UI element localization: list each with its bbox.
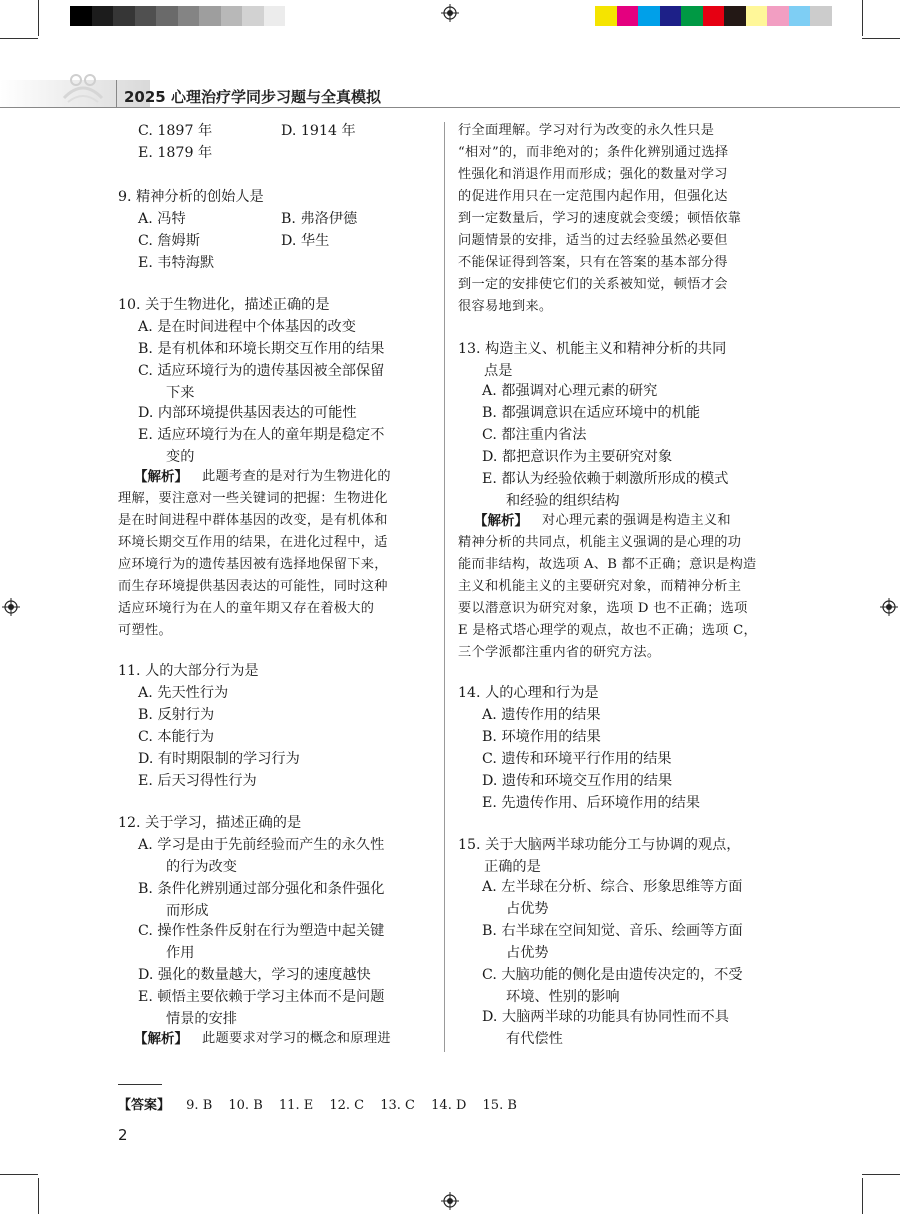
explanation-label: 【解析】 (474, 513, 528, 529)
option-c-q8: C. 1897 年 (138, 123, 213, 139)
option-d-q9: D. 华生 (281, 233, 330, 249)
option-e-q12: E. 顿悟主要依赖于学习主体而不是问题 (138, 989, 385, 1005)
explanation-q13: 主义和机能主义的主要研究对象，而精神分析主 (458, 579, 742, 594)
crop-mark (0, 1174, 38, 1175)
option-c-q15: C. 大脑功能的侧化是由遗传决定的，不受 (482, 967, 743, 983)
option-e-q8: E. 1879 年 (138, 145, 213, 161)
question-13-cont: 点是 (484, 363, 513, 379)
answer-item: 11. E (278, 1098, 314, 1113)
explanation-q12-cont: 很容易地到来。 (458, 299, 553, 314)
gray-swatch (178, 6, 200, 26)
option-a-q14: A. 遗传作用的结果 (482, 707, 601, 723)
gray-swatch (264, 6, 286, 26)
explanation-q12-cont: 问题情景的安排，适当的过去经验虽然必要但 (458, 233, 728, 248)
option-b-q14: B. 环境作用的结果 (482, 729, 601, 745)
option-e-q14: E. 先遗传作用、后环境作用的结果 (482, 795, 701, 811)
color-swatch (595, 6, 617, 26)
option-d-q8: D. 1914 年 (281, 123, 356, 139)
explanation-q10: 可塑性。 (118, 623, 172, 638)
answer-label: 【答案】 (118, 1098, 171, 1113)
explanation-q13: E 是格式塔心理学的观点，故也不正确；选项 C， (458, 623, 758, 638)
option-a-q9: A. 冯特 (138, 211, 186, 227)
page-number: 2 (118, 1126, 128, 1144)
answer-item: 10. B (228, 1098, 263, 1113)
crop-mark (862, 1178, 863, 1214)
gray-swatch (199, 6, 221, 26)
explanation-q12-cont: 到一定数量后，学习的速度就会变缓；顿悟依靠 (458, 211, 742, 226)
registration-mark-icon (441, 4, 459, 22)
option-d-q11: D. 有时期限制的学习行为 (138, 751, 300, 767)
option-e-q9: E. 韦特海默 (138, 255, 215, 271)
gray-calibration-bar (70, 6, 307, 26)
option-e-q13-cont: 和经验的组织结构 (506, 493, 620, 509)
option-b-q15: B. 右半球在空间知觉、音乐、绘画等方面 (482, 923, 743, 939)
answer-rule (118, 1084, 162, 1085)
option-e-q10-cont: 变的 (166, 449, 195, 465)
option-d-q15-cont: 有代偿性 (506, 1031, 563, 1047)
option-c-q14: C. 遗传和环境平行作用的结果 (482, 751, 672, 767)
gray-swatch (285, 6, 307, 26)
option-c-q10-cont: 下来 (166, 385, 195, 401)
explanation-q12-cont: 到一定的安排使它们的关系被知觉，顿悟才会 (458, 277, 728, 292)
option-d-q15: D. 大脑两半球的功能具有协同性而不具 (482, 1009, 729, 1025)
header-rule (0, 107, 900, 108)
explanation-label: 【解析】 (134, 469, 188, 485)
option-d-q13: D. 都把意识作为主要研究对象 (482, 449, 673, 465)
gray-swatch (92, 6, 114, 26)
color-swatch (617, 6, 639, 26)
option-d-q12: D. 强化的数量越大，学习的速度越快 (138, 967, 371, 983)
answer-key (118, 1094, 529, 1113)
option-b-q9: B. 弗洛伊德 (281, 211, 358, 227)
crop-mark (38, 1178, 39, 1214)
option-a-q15-cont: 占优势 (506, 901, 549, 917)
explanation-q13: 精神分析的共同点，机能主义强调的是心理的功 (458, 535, 742, 550)
crop-mark (38, 0, 39, 36)
gray-swatch (221, 6, 243, 26)
color-swatch (681, 6, 703, 26)
explanation-q12-cont: 的促进作用只在一定范围内起作用，但强化达 (458, 189, 728, 204)
registration-mark-icon (880, 598, 898, 616)
explanation-q10: 是在时间进程中群体基因的改变，是有机体和 (118, 513, 388, 528)
explanation-q12-cont: 行全面理解。学习对行为改变的永久性只是 (458, 123, 715, 138)
gray-swatch (156, 6, 178, 26)
color-swatch (703, 6, 725, 26)
color-swatch (810, 6, 832, 26)
crop-mark (862, 38, 900, 39)
explanation-q12-cont: 性强化和消退作用而形成；强化的数量对学习 (458, 167, 728, 182)
color-swatch (767, 6, 789, 26)
option-b-q12-cont: 而形成 (166, 903, 209, 919)
option-e-q10: E. 适应环境行为在人的童年期是稳定不 (138, 427, 385, 443)
option-d-q10: D. 内部环境提供基因表达的可能性 (138, 405, 357, 421)
logo-icon (58, 68, 108, 106)
option-b-q15-cont: 占优势 (506, 945, 549, 961)
color-swatch (638, 6, 660, 26)
option-a-q12-cont: 的行为改变 (166, 859, 237, 875)
explanation-q13: 能而非结构，故选项 A、B 都不正确；意识是构造 (458, 557, 757, 572)
explanation-q10: 此题考查的是对行为生物进化的 (202, 469, 391, 484)
gray-swatch (135, 6, 157, 26)
crop-mark (862, 0, 863, 36)
option-b-q13: B. 都强调意识在适应环境中的机能 (482, 405, 701, 421)
option-a-q10: A. 是在时间进程中个体基因的改变 (138, 319, 356, 335)
gray-swatch (70, 6, 92, 26)
option-e-q11: E. 后天习得性行为 (138, 773, 257, 789)
answer-item: 15. B (482, 1098, 517, 1113)
header-title: 2025 心理治疗学同步习题与全真模拟 (124, 88, 381, 106)
option-c-q13: C. 都注重内省法 (482, 427, 587, 443)
option-b-q11: B. 反射行为 (138, 707, 215, 723)
registration-mark-icon (441, 1192, 459, 1210)
explanation-q12-cont: “相对”的，而非绝对的；条件化辨别通过选择 (458, 145, 729, 160)
option-c-q12: C. 操作性条件反射在行为塑造中起关键 (138, 923, 385, 939)
option-c-q10: C. 适应环境行为的遗传基因被全部保留 (138, 363, 385, 379)
color-swatch (660, 6, 682, 26)
gray-swatch (113, 6, 135, 26)
option-c-q15-cont: 环境、性别的影响 (506, 989, 620, 1005)
option-b-q10: B. 是有机体和环境长期交互作用的结果 (138, 341, 385, 357)
explanation-q10: 应环境行为的遗传基因被有选择地保留下来， (118, 557, 388, 572)
registration-mark-icon (2, 598, 20, 616)
option-a-q12: A. 学习是由于先前经验而产生的永久性 (138, 837, 385, 853)
header-divider (116, 80, 117, 107)
explanation-q10: 环境长期交互作用的结果，在进化过程中，适 (118, 535, 388, 550)
explanation-label: 【解析】 (134, 1031, 188, 1047)
question-12: 12. 关于学习，描述正确的是 (118, 815, 302, 831)
option-b-q12: B. 条件化辨别通过部分强化和条件强化 (138, 881, 385, 897)
gray-swatch (242, 6, 264, 26)
answer-item: 13. C (380, 1098, 416, 1113)
option-a-q15: A. 左半球在分析、综合、形象思维等方面 (482, 879, 743, 895)
option-c-q11: C. 本能行为 (138, 729, 215, 745)
option-c-q12-cont: 作用 (166, 945, 195, 961)
question-15: 15. 关于大脑两半球功能分工与协调的观点， (458, 837, 741, 853)
explanation-q13: 对心理元素的强调是构造主义和 (542, 513, 731, 528)
column-divider (444, 122, 445, 1052)
answer-item: 9. B (186, 1098, 213, 1113)
explanation-q10: 适应环境行为在人的童年期又存在着极大的 (118, 601, 375, 616)
option-a-q11: A. 先天性行为 (138, 685, 229, 701)
crop-mark (862, 1174, 900, 1175)
explanation-q12-cont: 不能保证得到答案，只有在答案的基本部分得 (458, 255, 728, 270)
explanation-q10: 而生存环境提供基因表达的可能性，同时这种 (118, 579, 388, 594)
explanation-q13: 三个学派都注重内省的研究方法。 (458, 645, 661, 660)
answer-item: 14. D (431, 1098, 467, 1113)
crop-mark (0, 38, 38, 39)
color-swatch (789, 6, 811, 26)
option-d-q14: D. 遗传和环境交互作用的结果 (482, 773, 673, 789)
explanation-q12: 此题要求对学习的概念和原理进 (202, 1031, 391, 1046)
option-e-q13: E. 都认为经验依赖于刺激所形成的模式 (482, 471, 729, 487)
question-11: 11. 人的大部分行为是 (118, 663, 259, 679)
color-swatch (746, 6, 768, 26)
question-10: 10. 关于生物进化，描述正确的是 (118, 297, 330, 313)
question-15-cont: 正确的是 (484, 859, 541, 875)
question-13: 13. 构造主义、机能主义和精神分析的共同 (458, 341, 727, 357)
explanation-q10: 理解，要注意对一些关键词的把握：生物进化 (118, 491, 388, 506)
color-calibration-bar (595, 6, 832, 26)
question-9: 9. 精神分析的创始人是 (118, 189, 264, 205)
question-14: 14. 人的心理和行为是 (458, 685, 599, 701)
option-a-q13: A. 都强调对心理元素的研究 (482, 383, 658, 399)
explanation-q13: 要以潜意识为研究对象，选项 D 也不正确；选项 (458, 601, 748, 616)
option-c-q9: C. 詹姆斯 (138, 233, 200, 249)
color-swatch (724, 6, 746, 26)
option-e-q12-cont: 情景的安排 (166, 1011, 237, 1027)
answer-item: 12. C (329, 1098, 365, 1113)
